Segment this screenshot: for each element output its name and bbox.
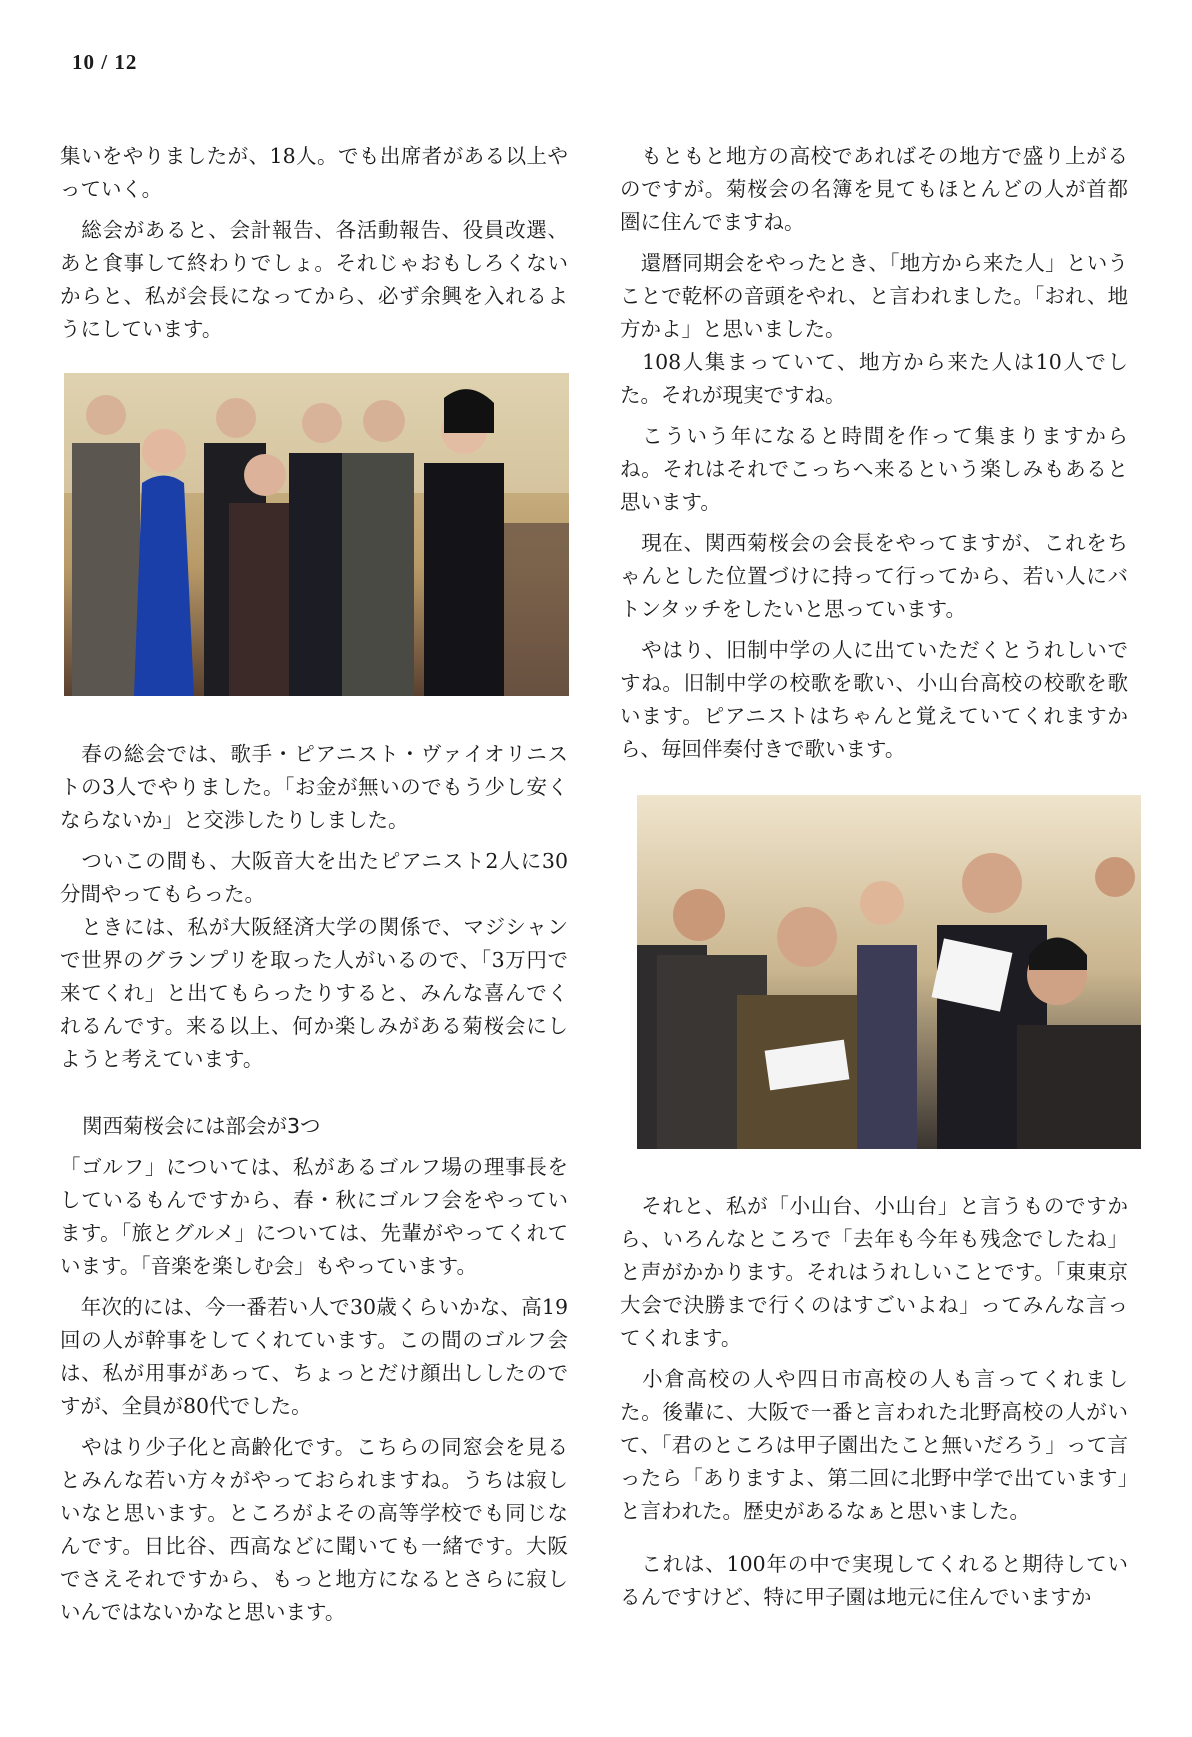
paragraph: 小倉高校の人や四日市高校の人も言ってくれました。後輩に、大阪で一番と言われた北野高校の人がいて、「君のところは甲子園出たこと無いだろう」って言ったら「ありますよ、第二回に北野中学で出ています」と言われた。歴史があるなぁと思いました。	[620, 1367, 1128, 1523]
paragraph: 108人集まっていて、地方から来た人は10人でした。それが現実ですね。	[620, 350, 1128, 407]
left-column-bottom	[60, 1110, 568, 1637]
paragraph: 春の総会では、歌手・ピアニスト・ヴァイオリニストの3人でやりました。「お金が無いのでもう少し安くならないか」と交渉したりしました。	[60, 742, 568, 832]
paragraph: 年次的には、今一番若い人で30歳くらいかな、高19回の人が幹事をしてくれています。この間のゴルフ会は、私が用事があって、ちょっとだけ顔出ししたのですが、全員が80代でした。	[60, 1295, 568, 1418]
paragraph: こういう年になると時間を作って集まりますからね。それはそれでこっちへ来るという楽しみもあると思います。	[620, 424, 1128, 514]
paragraph: 集いをやりましたが、18人。でも出席者がある以上やっていく。	[60, 144, 568, 201]
paragraph: 総会があると、会計報告、各活動報告、役員改選、あと食事して終わりでしょ。それじゃおもしろくないからと、私が会長になってから、必ず余興を入れるようにしています。	[60, 218, 568, 341]
paragraph: これは、100年の中で実現してくれると期待しているんですけど、特に甲子園は地元に住んでいますか	[620, 1552, 1128, 1609]
page-number: 10 / 12	[72, 50, 138, 74]
right-column	[620, 140, 1128, 774]
paragraph: それと、私が「小山台、小山台」と言うものですから、いろんなところで「去年も今年も残念でしたね」と声がかかります。それはうれしいことです。「東東京大会で決勝まで行くのはすごいよね」ってみんな言ってくれます。	[620, 1194, 1128, 1350]
paragraph: 現在、関西菊桜会の会長をやってますが、これをちゃんとした位置づけに持って行ってから、若い人にバトンタッチをしたいと思っています。	[620, 531, 1128, 621]
group-photo	[64, 373, 569, 696]
paragraph: 「ゴルフ」については、私があるゴルフ場の理事長をしているもんですから、春・秋にゴルフ会をやっています。「旅とグルメ」については、先輩がやってくれています。「音楽を楽しむ会」もやっています。	[60, 1155, 568, 1278]
section-heading: 関西菊桜会には部会が3つ	[82, 1114, 321, 1138]
paragraph: やはり少子化と高齢化です。こちらの同窓会を見るとみんな若い方々がやっておられますね。うちは寂しいなと思います。ところがよその高等学校でも同じなんです。日比谷、西高などに聞いても一緒です。大阪でさえそれですから、もっと地方になるとさらに寂しいんではないかなと思います。	[60, 1435, 568, 1624]
left-column	[60, 140, 568, 354]
paragraph: もともと地方の高校であればその地方で盛り上がるのですが。菊桜会の名簿を見てもほとんどの人が首都圏に住んでますね。	[620, 144, 1128, 234]
paragraph: やはり、旧制中学の人に出ていただくとうれしいですね。旧制中学の校歌を歌い、小山台高校の校歌を歌います。ピアニストはちゃんと覚えていてくれますから、毎回伴奏付きで歌います。	[620, 638, 1128, 761]
left-column-mid	[60, 738, 568, 1084]
paragraph: ときには、私が大阪経済大学の関係で、マジシャンで世界のグランプリを取った人がいるので、「3万円で来てくれ」と出てもらったりすると、みんな喜んでくれるんです。来る以上、何か楽しみがある菊桜会にしようと考えています。	[60, 915, 568, 1071]
paragraph: 還暦同期会をやったとき、「地方から来た人」ということで乾杯の音頭をやれ、と言われました。「おれ、地方かよ」と思いました。	[620, 251, 1128, 341]
right-column-bottom	[620, 1190, 1128, 1622]
singing-photo	[637, 795, 1141, 1149]
paragraph: ついこの間も、大阪音大を出たピアニスト2人に30分間やってもらった。	[60, 849, 568, 906]
